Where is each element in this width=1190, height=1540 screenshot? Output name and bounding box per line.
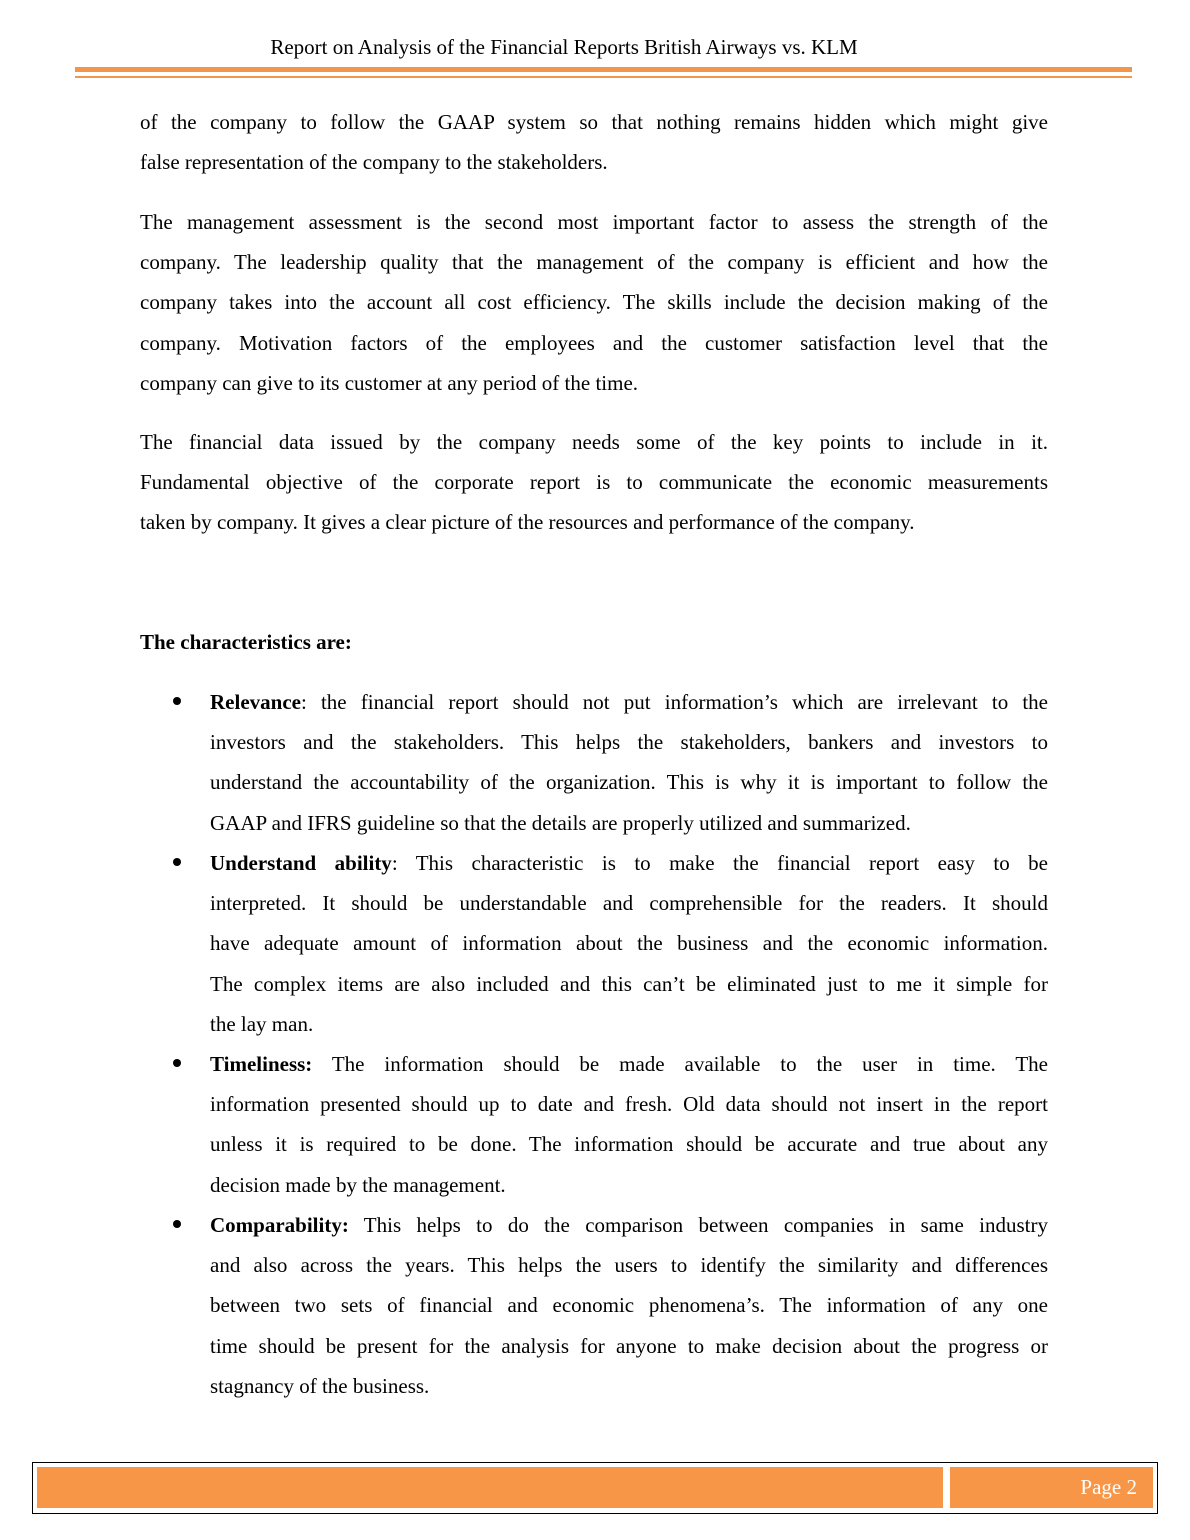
- text-line: taken by company. It gives a clear picture of the resources and performance of the company.: [140, 510, 915, 535]
- text-line: Fundamental objective of the corporate report is to communicate the economic measurements: [140, 470, 1048, 495]
- text-line: [210, 1205, 1048, 1245]
- text-line: The management assessment is the second most important factor to assess the strength of the: [140, 210, 1048, 234]
- text-line: company takes into the account all cost efficiency. The skills include the decision making of the: [140, 290, 1048, 315]
- bullet-term: Timeliness:: [210, 1052, 313, 1076]
- text-line: The complex items are also included and this can’t be eliminated just to me it simple for: [210, 971, 1048, 996]
- text-line: the lay man.: [210, 1011, 314, 1036]
- text-line: company can give to its customer at any period of the time.: [140, 370, 639, 395]
- text-line: between two sets of financial and economic phenomena’s. The information of any one: [210, 1293, 1048, 1318]
- bullet-text: The information should be made available to the user in time. The: [312, 1052, 1048, 1076]
- text-line: company. The leadership quality that the management of the company is efficient and how the: [140, 250, 1048, 275]
- bullet-item: [210, 1044, 1048, 1205]
- paragraph: [140, 202, 1048, 403]
- text-line: false representation of the company to the stakeholders.: [140, 150, 608, 175]
- text-line: company. Motivation factors of the employees and the customer satisfaction level that the: [140, 330, 1048, 355]
- bullet-item: [210, 1205, 1048, 1406]
- bullet-text: This helps to do the comparison between companies in same industry: [348, 1213, 1048, 1237]
- text-line: unless it is required to be done. The information should be accurate and true about any: [210, 1132, 1048, 1157]
- text-line: investors and the stakeholders. This helps the stakeholders, bankers and investors to: [210, 730, 1048, 755]
- footer-page-box: [950, 1467, 1153, 1508]
- text-line: interpreted. It should be understandable and comprehensible for the readers. It should: [210, 891, 1048, 916]
- running-header: Report on Analysis of the Financial Reports British Airways vs. KLM: [270, 35, 858, 59]
- bullet-text: : the financial report should not put information’s which are irrelevant to the: [300, 690, 1048, 714]
- text-line: stagnancy of the business.: [210, 1373, 430, 1398]
- bullet-item: [210, 843, 1048, 1044]
- footer-bar: [37, 1467, 943, 1508]
- text-line: have adequate amount of information about the business and the economic information.: [210, 931, 1048, 956]
- text-line: The financial data issued by the company needs some of the key points to include in it.: [140, 430, 1048, 454]
- section-heading: The characteristics are:: [140, 630, 352, 654]
- bullet-term: Understand ability: [210, 851, 392, 875]
- text-line: information presented should up to date and fresh. Old data should not insert in the report: [210, 1092, 1048, 1117]
- footer-box: [32, 1462, 1158, 1514]
- bullet-icon: [173, 1059, 181, 1067]
- text-line: understand the accountability of the organization. This is why it is important to follow the: [210, 770, 1048, 795]
- text-line: time should be present for the analysis for anyone to make decision about the progress or: [210, 1333, 1048, 1358]
- text-line: of the company to follow the GAAP system so that nothing remains hidden which might give: [140, 110, 1048, 134]
- bullet-text: : This characteristic is to make the financial report easy to be: [391, 851, 1048, 875]
- bullet-item: [210, 682, 1048, 843]
- text-line: GAAP and IFRS guideline so that the details are properly utilized and summarized.: [210, 810, 911, 835]
- paragraph: [140, 102, 1048, 182]
- text-line: [210, 843, 1048, 883]
- bullet-term: Relevance: [210, 690, 301, 714]
- text-line: decision made by the management.: [210, 1172, 506, 1197]
- bullet-icon: [173, 858, 181, 866]
- header-rule-thick: [75, 67, 1132, 72]
- paragraph: [140, 422, 1048, 543]
- bullet-term: Comparability:: [210, 1213, 349, 1237]
- bullet-icon: [173, 1220, 181, 1228]
- text-line: and also across the years. This helps the users to identify the similarity and differences: [210, 1253, 1048, 1278]
- page-number: Page 2: [1080, 1475, 1137, 1499]
- text-line: [210, 682, 1048, 722]
- header-rule-thin: [75, 76, 1132, 78]
- text-line: [210, 1044, 1048, 1084]
- bullet-icon: [173, 697, 181, 705]
